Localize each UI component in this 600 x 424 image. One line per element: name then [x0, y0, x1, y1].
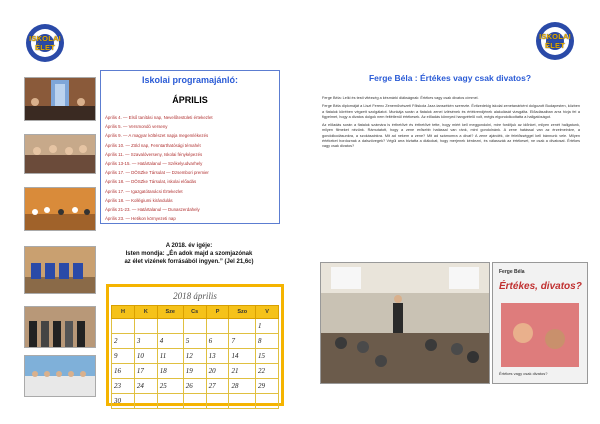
- calendar-day-cell: [229, 319, 256, 334]
- program-list: [105, 113, 277, 223]
- calendar-week-row: [112, 379, 279, 394]
- calendar-day-cell: 2: [112, 334, 135, 349]
- calendar-day-cell: 17: [134, 364, 157, 379]
- calendar-day-cell: 30: [112, 394, 135, 409]
- calendar-day-cell: 22: [256, 364, 279, 379]
- photo-class-group: [24, 355, 96, 397]
- calendar-day-cell: 14: [229, 349, 256, 364]
- calendar-day-cell: 19: [183, 364, 206, 379]
- calendar-day-cell: [229, 394, 256, 409]
- gym-photo-icon: [25, 188, 95, 230]
- calendar-day-header: Cs: [183, 306, 206, 319]
- calendar-day-cell: 7: [229, 334, 256, 349]
- calendar-week-row: [112, 334, 279, 349]
- calendar-day-cell: 29: [256, 379, 279, 394]
- calendar-day-header: V: [256, 306, 279, 319]
- class-photo-icon: [25, 356, 95, 396]
- calendar-day-cell: 21: [229, 364, 256, 379]
- motto-line-1: A 2018. év igéje:: [165, 243, 213, 249]
- calendar-title: 2018 április: [173, 291, 217, 301]
- program-item: Április 21-23. — Határtalanul — Dunaszerdahely: [105, 207, 200, 213]
- program-month: ÁPRILIS: [172, 95, 208, 105]
- calendar-day-cell: 16: [112, 364, 135, 379]
- article-paragraph: Ferge Béla: Lelki és testi vitézség a késmárki diákságnak: Értékes vagy csak divatos címmel.: [322, 96, 479, 100]
- calendar-day-cell: 10: [134, 349, 157, 364]
- program-box: [100, 70, 280, 224]
- calendar-day-header: P: [206, 306, 229, 319]
- book-cover: [492, 262, 588, 384]
- calendar-day-cell: 8: [256, 334, 279, 349]
- calendar-day-cell: [206, 319, 229, 334]
- calendar-day-cell: 28: [229, 379, 256, 394]
- calendar-day-cell: 4: [157, 334, 183, 349]
- photo-gym-event: [24, 187, 96, 231]
- calendar-day-cell: 25: [157, 379, 183, 394]
- calendar-day-cell: 15: [256, 349, 279, 364]
- group-photo-icon: [25, 307, 95, 347]
- book-subtitle: Értékes vagy csak divatos?: [499, 371, 548, 376]
- calendar-day-cell: [256, 394, 279, 409]
- article-paragraph: Ferge Béla diplomáját a Liszt Ferenc Zeneművészeti Főiskola Jazz-tanszékén szerezte. Évtizedekig iskolai zenetanárként dolgozott Budapesten, közben a fiatalok körében végzett szolgálatot. Munkája során a fiatalok zenei ízlésének és értékrendjének alakulását vizsgálta. Előadásaiban arra hívja fel a figyelmet, hogy a divatos dolgok nem feltétlenül értékesek. Az előadás könnyed hangvételű volt, mégis elgondolkodtatta a hallgatóságot.: [322, 104, 580, 119]
- calendar-day-cell: 13: [206, 349, 229, 364]
- calendar-day-cell: [183, 319, 206, 334]
- program-item: Április 13-15. — Határtalanul — Székelyudvarhely: [105, 161, 203, 167]
- photo-sports-team: [24, 246, 96, 294]
- program-item: Április 23. — Hetikon környezeti nap: [105, 216, 176, 222]
- calendar-week-row: [112, 349, 279, 364]
- program-item: Április 11. — Szavalóverseny, Iskolai fényképezés: [105, 151, 203, 157]
- team-photo-icon: [25, 247, 95, 293]
- program-item: Április 17. — Igazgatótanácsi Értekezlet: [105, 188, 183, 194]
- calendar-day-header: Szo: [229, 306, 256, 319]
- calendar-day-cell: 27: [206, 379, 229, 394]
- calendar-day-cell: [206, 394, 229, 409]
- calendar-day-cell: 26: [183, 379, 206, 394]
- calendar: [106, 284, 284, 406]
- calendar-day-cell: [183, 394, 206, 409]
- photo-group-portrait: [24, 306, 96, 348]
- article-paragraph: Az előadás során a fiatalok számára is érthetővé és érthetővé tette, hogy miért kell meggondolni, mire fordítjuk az időnket, milyen zenét hallgatunk, milyen filmeket nézünk. Rámutatott, hogy a zene erősebb hatással van ránk, mint gondolnánk. A zene hatással van az érzelmeinkre, a gondolkodásunkra, a szokásainkra. Mit ad nekem a zene? Mit ad számomra a divat? A zene ajándék, de felelősséggel kell bánnunk vele. Milyen értékeket hordoznak a dalszövegek? Végül arra biztatta a diákokat, hogy merjenek kérdezni, és válasszák az értékeset, ne csak a divatosat. Értékes vagy csak divatos?: [322, 123, 580, 149]
- students-photo-icon: [25, 135, 95, 173]
- calendar-day-header: K: [134, 306, 157, 319]
- program-item: Április 18. — DÖSZke Társulat, iskolai előadás: [105, 179, 197, 185]
- logo-wordmark: ISKOLAI ÉLET: [29, 34, 61, 52]
- calendar-day-cell: 23: [112, 379, 135, 394]
- calendar-day-cell: 5: [183, 334, 206, 349]
- calendar-day-cell: 6: [206, 334, 229, 349]
- article-title: Ferge Béla : Értékes vagy csak divatos?: [368, 73, 532, 83]
- logo-wordmark: ISKOLAI ÉLET: [539, 32, 571, 50]
- program-title: Iskolai programajánló:: [141, 75, 239, 85]
- photo-students-seated: [24, 134, 96, 174]
- year-motto: [100, 242, 278, 266]
- calendar-week-row: [112, 394, 279, 409]
- book-author: Ferge Béla: [499, 269, 525, 275]
- calendar-day-header: H: [112, 306, 135, 319]
- article-body: [322, 96, 580, 153]
- book-title: Értékes, divatos?: [499, 281, 582, 292]
- calendar-week-row: [112, 364, 279, 379]
- calendar-day-cell: 11: [157, 349, 183, 364]
- program-item: Április 10. — Zöld nap, Fenntarthatósági témahét: [105, 142, 201, 148]
- church-photo-icon: [25, 78, 95, 120]
- calendar-body: [112, 319, 279, 409]
- calendar-day-cell: [112, 319, 135, 334]
- program-item: Április 4. — Első tanítási nap, Nevelőtestületi értekezlet: [105, 115, 213, 120]
- calendar-day-cell: 12: [183, 349, 206, 364]
- calendar-day-cell: [134, 394, 157, 409]
- calendar-day-cell: 9: [112, 349, 135, 364]
- motto-line-3: az élet vizének forrásából ingyen.” (Jel 21,6c): [124, 259, 254, 265]
- program-item: Április 17. — DÖSZke Társulat — Dzsembori premier: [105, 170, 209, 176]
- calendar-day-cell: 24: [134, 379, 157, 394]
- calendar-day-cell: [157, 319, 183, 334]
- calendar-grid: [111, 305, 279, 409]
- school-logo-right: [532, 18, 578, 64]
- calendar-day-cell: 20: [206, 364, 229, 379]
- school-logo: [22, 20, 68, 66]
- program-item: Április 18. — Kollégiumi kirándulás: [105, 197, 173, 203]
- program-item: Április 5. — Versmondó verseny: [105, 124, 168, 130]
- lecture-hall-photo-icon: [321, 263, 489, 383]
- calendar-header-row: [112, 306, 279, 319]
- right-page: [300, 0, 600, 424]
- motto-line-2: Isten mondja: „Én adok majd a szomjazónak: [125, 251, 253, 257]
- calendar-day-cell: 3: [134, 334, 157, 349]
- photo-church-ceremony: [24, 77, 96, 121]
- lecture-photo: [320, 262, 490, 384]
- calendar-day-cell: [157, 394, 183, 409]
- calendar-day-cell: 1: [256, 319, 279, 334]
- calendar-day-cell: 18: [157, 364, 183, 379]
- calendar-day-header: Sze: [157, 306, 183, 319]
- calendar-day-cell: [134, 319, 157, 334]
- calendar-week-row: [112, 319, 279, 334]
- program-item: Április 9. — A magyar költészet napja megemlékezés: [105, 133, 209, 139]
